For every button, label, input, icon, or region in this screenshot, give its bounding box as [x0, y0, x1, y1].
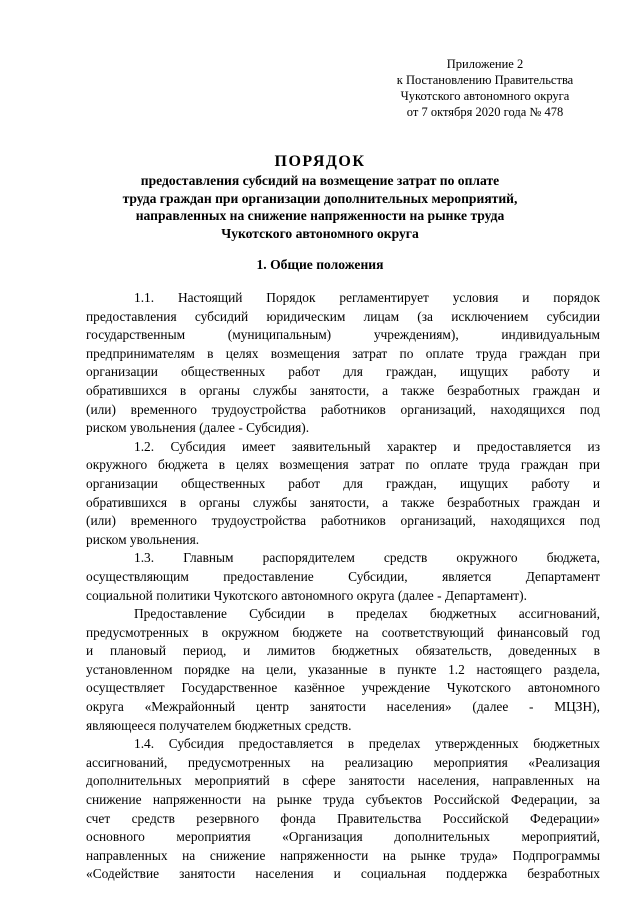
- paragraph-line: и плановый период, и лимитов бюджетных обязательств, доведенных в: [86, 643, 600, 659]
- paragraph-line: организации общественных работ для граждан, ищущих работу и: [86, 364, 600, 380]
- paragraph-line: 1.3. Главным распорядителем средств окружного бюджета,: [134, 550, 600, 566]
- paragraph-line: «Содействие занятости населения и социальная поддержка безработных: [86, 866, 600, 882]
- paragraph-line: осуществляющим предоставление Субсидии, является Департамент: [86, 568, 600, 584]
- document-title: [40, 152, 600, 242]
- paragraph-line: установленном порядке на цели, указанные в пункте 1.2 настоящего раздела,: [86, 661, 600, 677]
- title-line: труда граждан при организации дополнительных мероприятий,: [122, 190, 518, 206]
- section-heading: 1. Общие положения: [256, 257, 384, 272]
- paragraph-line: социальной политики Чукотского автономного округа (далее - Департамент).: [86, 587, 527, 603]
- paragraph-line: организации общественных работ для граждан, ищущих работу и: [86, 475, 600, 491]
- paragraph: [86, 605, 600, 735]
- paragraph-line: риском увольнения.: [86, 531, 200, 547]
- paragraph-line: счет средств резервного фонда Правительства Российской Федерации»: [86, 810, 600, 826]
- paragraph: [86, 289, 600, 438]
- paragraph-line: снижение напряженности на рынке труда субъектов Российской Федерации, за: [86, 792, 600, 808]
- title-main: ПОРЯДОК: [274, 153, 366, 170]
- paragraph-line: дополнительных мероприятий в сфере занятости населения, направленных на: [86, 773, 600, 789]
- title-subtitle: [40, 172, 600, 242]
- paragraph-line: округа «Межрайонный центр занятости населения» (далее - МЦЗН),: [86, 699, 600, 715]
- appendix-line: от 7 октября 2020 года № 478: [406, 105, 564, 119]
- paragraph-line: 1.2. Субсидия имеет заявительный характер и предоставляется из: [134, 438, 600, 454]
- paragraph: [86, 735, 600, 884]
- paragraph-line: 1.4. Субсидия предоставляется в пределах утвержденных бюджетных: [134, 736, 600, 752]
- document-body: [86, 289, 600, 884]
- paragraph-line: государственным (муниципальным) учреждениям), индивидуальным: [86, 327, 600, 343]
- paragraph-line: обратившихся в органы службы занятости, а также безработных граждан и: [86, 494, 600, 510]
- title-line: направленных на снижение напряженности на рынке труда: [135, 208, 505, 223]
- appendix-line: Чукотского автономного округа: [400, 89, 570, 103]
- appendix-line: к Постановлению Правительства: [396, 73, 574, 87]
- paragraph-line: основного мероприятия «Организация дополнительных мероприятий,: [86, 829, 600, 845]
- appendix-line: Приложение 2: [446, 57, 524, 71]
- paragraph-line: направленных на снижение напряженности на рынке труда» Подпрограммы: [86, 847, 600, 863]
- paragraph: [86, 549, 600, 605]
- paragraph-line: предпринимателям в целях возмещения затрат по оплате труда граждан при: [86, 345, 600, 361]
- paragraph-line: предусмотренных в окружном бюджете на соответствующий финансовый год: [86, 624, 600, 640]
- paragraph-line: осуществляет Государственное казённое учреждение Чукотского автономного: [86, 680, 600, 696]
- paragraph-line: ассигнований, предусмотренных на реализацию мероприятия «Реализация: [86, 754, 600, 770]
- paragraph-line: (или) временного трудоустройства работников организаций, находящихся под: [86, 401, 600, 417]
- paragraph-line: обратившихся в органы службы занятости, а также безработных граждан и: [86, 382, 600, 398]
- paragraph-line: риском увольнения (далее - Субсидия).: [86, 420, 310, 436]
- title-line: предоставления субсидий на возмещение затрат по оплате: [140, 173, 500, 188]
- paragraph-line: предоставления субсидий юридическим лицам (за исключением субсидии: [86, 308, 600, 324]
- title-line: Чукотского автономного округа: [221, 225, 419, 241]
- paragraph-line: являющееся получателем бюджетных средств.: [86, 717, 352, 733]
- appendix-reference: [360, 56, 610, 120]
- paragraph-line: Предоставление Субсидии в пределах бюджетных ассигнований,: [134, 606, 600, 622]
- paragraph: [86, 438, 600, 550]
- paragraph-line: (или) временного трудоустройства работников организаций, находящихся под: [86, 513, 600, 529]
- paragraph-line: окружного бюджета в целях возмещения затрат по оплате труда граждан при: [86, 457, 600, 473]
- paragraph-line: 1.1. Настоящий Порядок регламентирует условия и порядок: [134, 290, 600, 305]
